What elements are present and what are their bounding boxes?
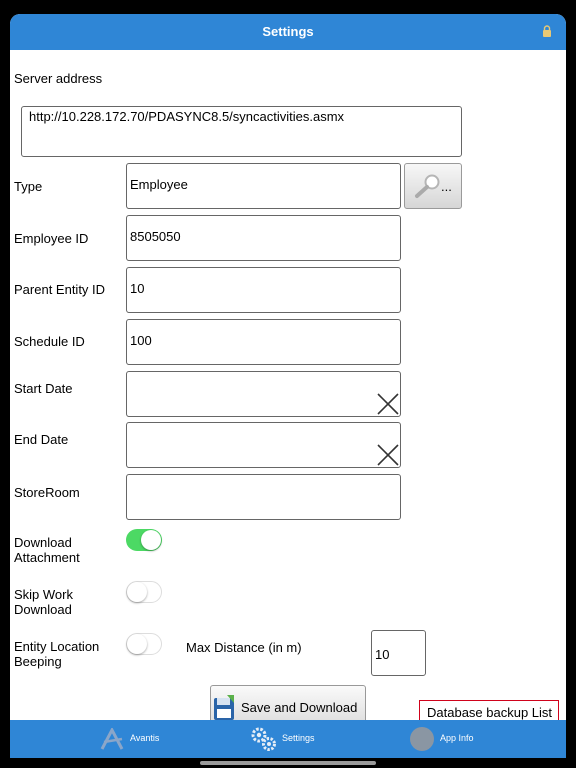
toggle-knob — [127, 634, 147, 654]
app-info-icon — [410, 727, 434, 751]
schedule-id-value: 100 — [130, 333, 152, 348]
clear-end-date-icon[interactable] — [377, 444, 399, 466]
entity-location-beeping-label: Entity Location Beeping — [14, 639, 100, 669]
tab-avantis-label: Avantis — [130, 733, 160, 743]
schedule-id-label: Schedule ID — [14, 334, 85, 349]
skip-work-download-toggle[interactable] — [126, 581, 162, 603]
save-and-download-label: Save and Download — [241, 700, 358, 715]
end-date-input[interactable] — [126, 422, 401, 468]
avantis-logo-icon — [100, 728, 124, 750]
tab-app-info[interactable] — [410, 720, 490, 758]
max-distance-input[interactable] — [371, 630, 426, 676]
clear-start-date-icon[interactable] — [377, 393, 399, 415]
end-date-label: End Date — [14, 432, 69, 447]
lock-icon[interactable] — [542, 25, 552, 37]
type-label: Type — [14, 179, 43, 194]
employee-id-value: 8505050 — [130, 229, 181, 244]
schedule-id-input[interactable] — [126, 319, 401, 365]
download-attachment-label: Download Attachment — [14, 535, 80, 565]
tab-avantis[interactable] — [100, 720, 170, 758]
type-value: Employee — [130, 177, 188, 192]
max-distance-value: 10 — [375, 647, 390, 662]
server-address-value: http://10.228.172.70/PDASYNC8.5/syncactivities.asmx — [29, 109, 345, 124]
floppy-disk-icon — [213, 695, 235, 721]
tab-settings[interactable] — [250, 720, 330, 758]
storeroom-input[interactable] — [126, 474, 401, 520]
magnifier-icon — [414, 173, 444, 199]
tab-app-info-label: App Info — [440, 733, 474, 743]
type-lookup-button[interactable] — [404, 163, 462, 209]
type-field[interactable] — [126, 163, 401, 209]
navigation-bar — [10, 14, 566, 50]
save-and-download-button[interactable] — [210, 685, 366, 725]
toggle-knob — [141, 530, 161, 550]
parent-entity-id-label: Parent Entity ID — [14, 282, 106, 297]
storeroom-label: StoreRoom — [14, 485, 80, 500]
app-window — [10, 14, 566, 758]
database-backup-list-label: Database backup List — [427, 705, 553, 720]
toggle-knob — [127, 582, 147, 602]
parent-entity-id-value: 10 — [130, 281, 145, 296]
parent-entity-id-input[interactable] — [126, 267, 401, 313]
home-indicator — [200, 761, 376, 765]
start-date-label: Start Date — [14, 381, 73, 396]
employee-id-input[interactable] — [126, 215, 401, 261]
page-title: Settings — [262, 24, 314, 39]
server-address-input[interactable] — [21, 106, 462, 157]
entity-location-beeping-toggle[interactable] — [126, 633, 162, 655]
server-address-label: Server address — [14, 71, 103, 86]
employee-id-label: Employee ID — [14, 231, 89, 246]
gears-icon — [250, 726, 278, 752]
tab-bar — [10, 720, 566, 758]
skip-work-download-label: Skip Work Download — [14, 587, 73, 617]
lookup-ellipsis: ... — [441, 179, 452, 194]
tab-settings-label: Settings — [282, 733, 315, 743]
start-date-input[interactable] — [126, 371, 401, 417]
max-distance-label: Max Distance (in m) — [186, 640, 302, 655]
download-attachment-toggle[interactable] — [126, 529, 162, 551]
